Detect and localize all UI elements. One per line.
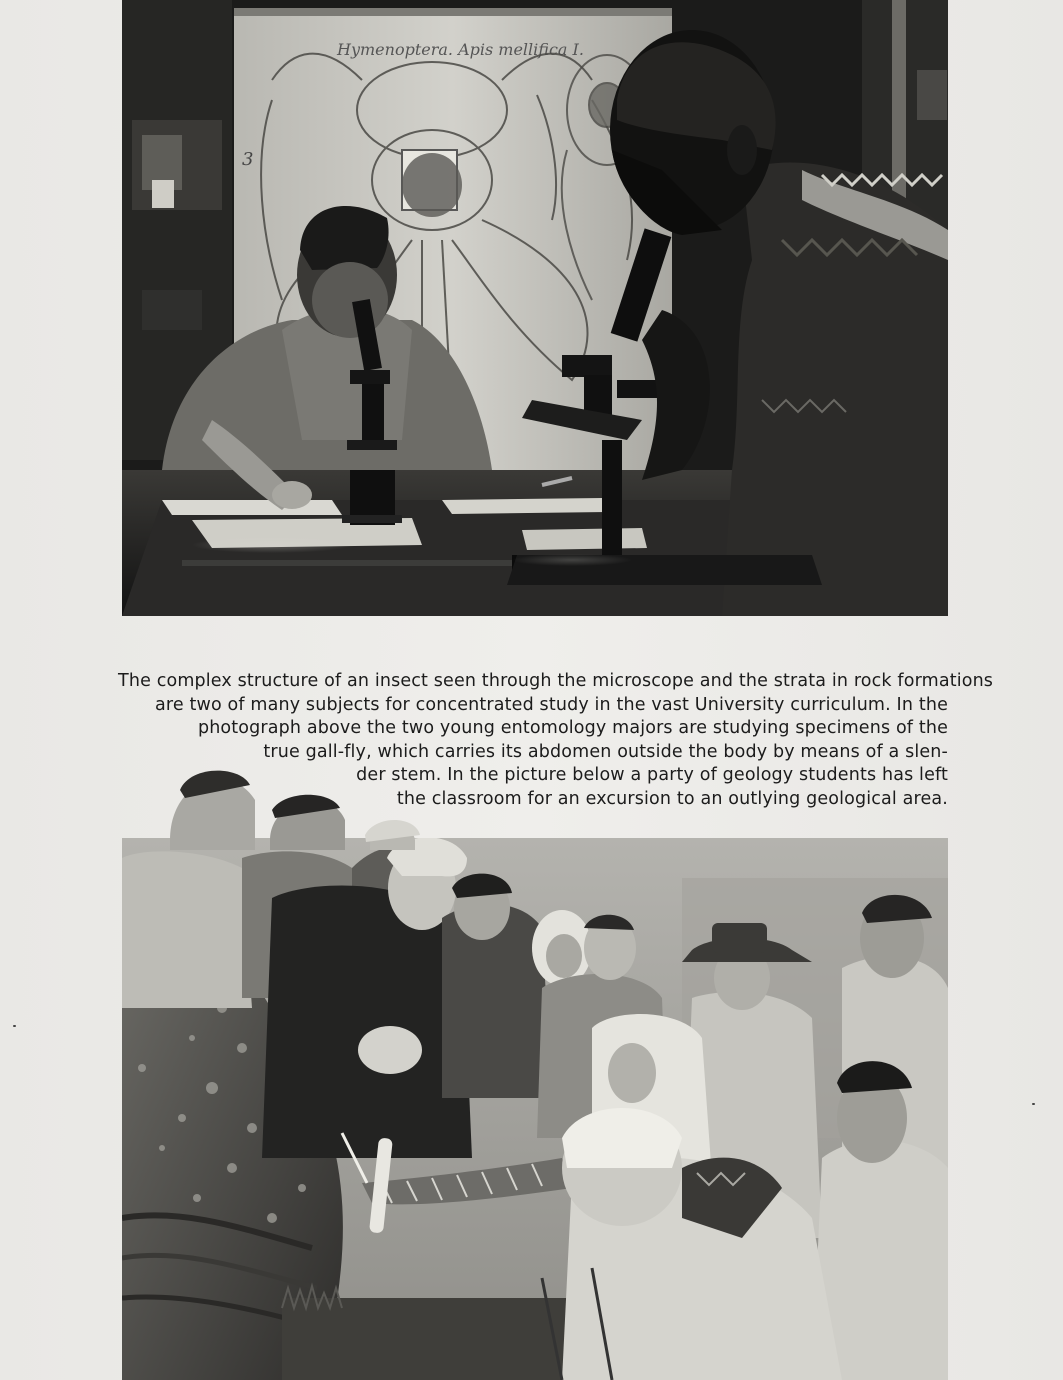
paper-sheet [522, 528, 647, 550]
students-heads-above-photo [160, 760, 480, 850]
caption-line: are two of many subjects for concentrated study in the vast University curriculum. In the [155, 694, 948, 715]
paper-sheet [162, 500, 342, 515]
chart-number-text: 3 [242, 149, 254, 170]
print-speck [13, 1025, 16, 1027]
caption-line: der stem. In the picture below a party of geology students has left [356, 765, 948, 785]
print-speck [1032, 1103, 1035, 1105]
entomology-photograph [122, 0, 948, 616]
paper-sheet [442, 498, 607, 514]
chart-title-text: Hymenoptera. Apis mellifica I. [337, 40, 584, 59]
caption-line: The complex structure of an insect seen through the microscope and the strata in rock formations [118, 671, 994, 691]
caption-line: the classroom for an excursion to an outlying geological area. [396, 788, 948, 809]
caption-line: photograph above the two young entomology majors are studying specimens of the [197, 718, 948, 738]
caption-line: true gall-fly, which carries its abdomen outside the body by means of a slen- [263, 741, 948, 762]
geology-photograph [122, 838, 948, 1380]
